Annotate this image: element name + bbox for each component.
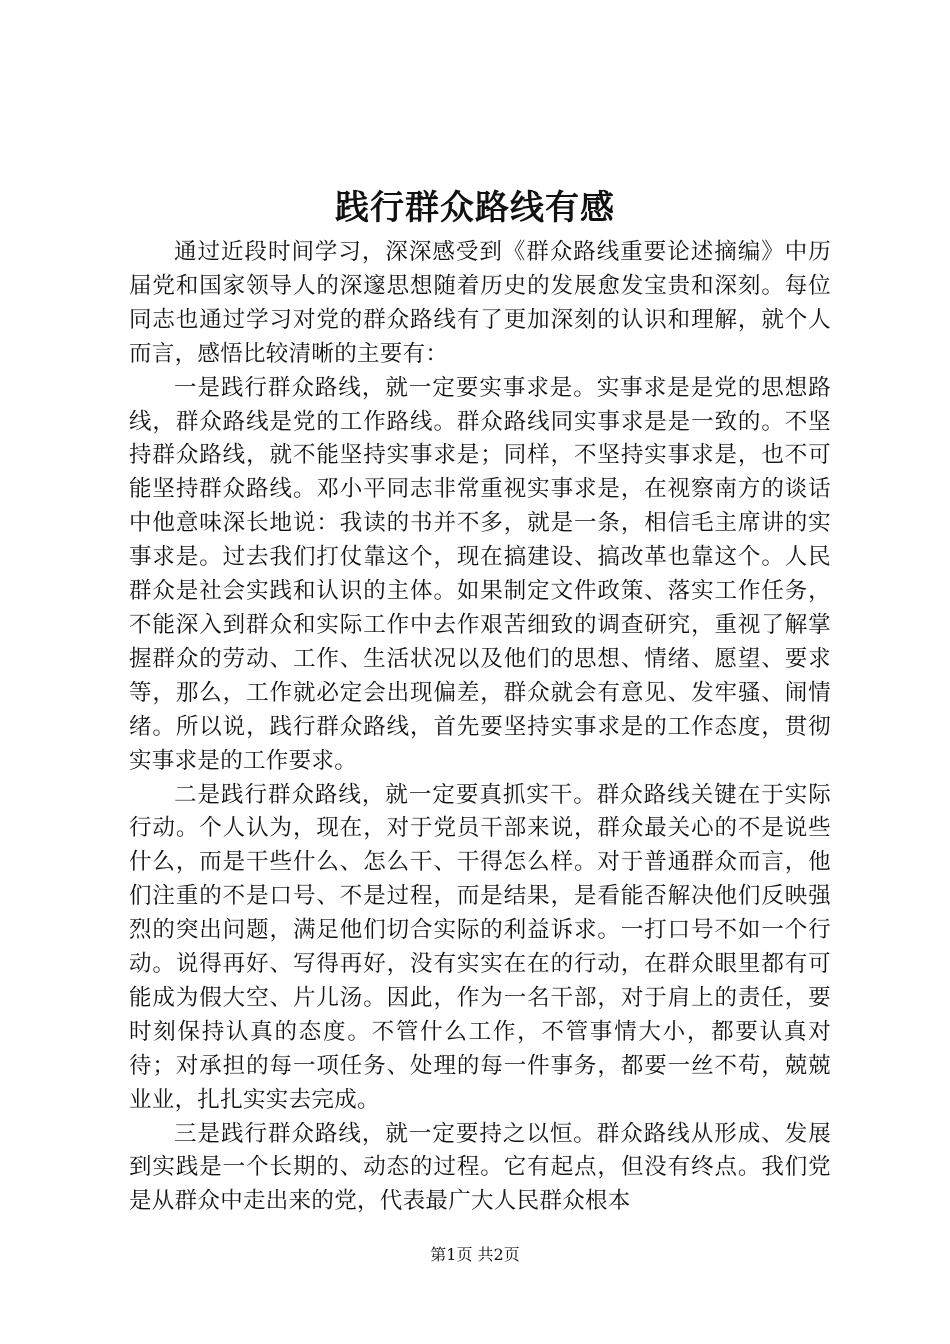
page-number-footer: 第1页 共2页 [430, 1245, 520, 1264]
document-title: 践行群众路线有感 [335, 188, 615, 228]
paragraph-point-two: 二是践行群众路线，就一定要真抓实干。群众路线关键在于实际行动。个人认为，现在，对于党员干部来说，群众最关心的不是说些什么，而是干些什么、怎么干、干得怎么样。对于普通群众而言，他们注重的不是口号、不是过程，而是结果，是看能否解决他们反映强烈的突出问题，满足他们切合实际的利益诉求。一打口号不如一个行动。说得再好、写得再好，没有实实在在的行动，在群众眼里都有可能成为假大空、片儿汤。因此，作为一名干部，对于肩上的责任，要时刻保持认真的态度。不管什么工作，不管事情大小，都要认真对待；对承担的每一项任务、处理的每一件事务，都要一丝不苟，兢兢业业，扎扎实实去完成。 [129, 781, 831, 1113]
paragraph-intro: 通过近段时间学习，深深感受到《群众路线重要论述摘编》中历届党和国家领导人的深邃思想随着历史的发展愈发宝贵和深刻。每位同志也通过学习对党的群众路线有了更加深刻的认识和理解，就个人而言，感悟比较清晰的主要有： [129, 239, 831, 367]
paragraph-point-one: 一是践行群众路线，就一定要实事求是。实事求是是党的思想路线，群众路线是党的工作路线。群众路线同实事求是是一致的。不坚持群众路线，就不能坚持实事求是；同样，不坚持实事求是，也不可能坚持群众路线。邓小平同志非常重视实事求是，在视察南方的谈话中他意味深长地说：我读的书并不多，就是一条，相信毛主席讲的实事求是。过去我们打仗靠这个，现在搞建设、搞改革也靠这个。人民群众是社会实践和认识的主体。如果制定文件政策、落实工作任务，不能深入到群众和实际工作中去作艰苦细致的调查研究，重视了解掌握群众的劳动、工作、生活状况以及他们的思想、情绪、愿望、要求等，那么，工作就必定会出现偏差，群众就会有意见、发牢骚、闹情绪。所以说，践行群众路线，首先要坚持实事求是的工作态度，贯彻实事求是的工作要求。 [129, 374, 831, 774]
paragraph-point-three: 三是践行群众路线，就一定要持之以恒。群众路线从形成、发展到实践是一个长期的、动态的过程。它有起点，但没有终点。我们党是从群众中走出来的党，代表最广大人民群众根本 [129, 1120, 831, 1215]
document-body [129, 236, 831, 1219]
